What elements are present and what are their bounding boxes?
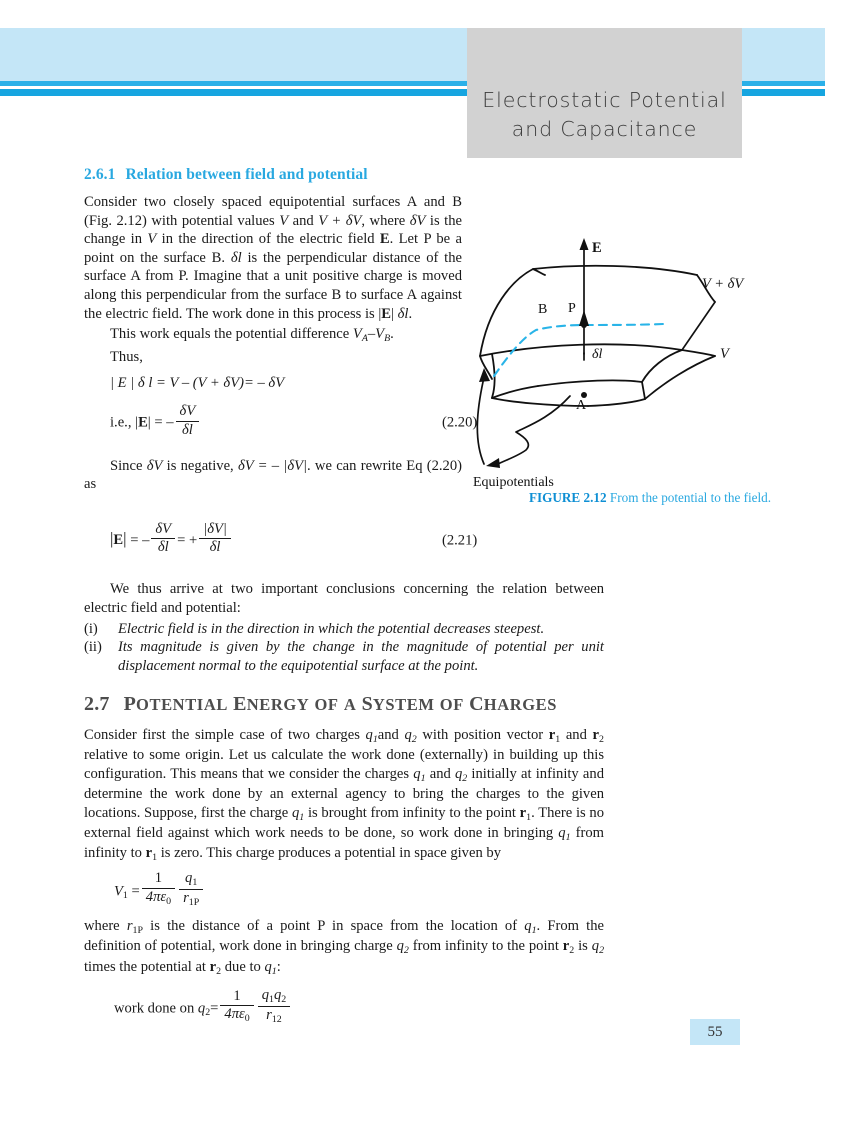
equation-work-label: work done on bbox=[114, 1000, 198, 1017]
math-r2-sub: 2 bbox=[216, 965, 222, 977]
text-frag: initially at infinity and determine the work done by an external agency to bring the charges to the given locations. Suppose, first the charge bbox=[84, 765, 604, 821]
fraction-dV-over-dl bbox=[151, 522, 175, 557]
section-heading-2-7 bbox=[84, 693, 604, 716]
list-item-text: Electric field is in the direction in which the potential decreases steepest. bbox=[118, 620, 545, 637]
text-frag: – bbox=[367, 326, 376, 343]
chapter-title-line-2: and Capacitance bbox=[511, 116, 698, 141]
text-frag: . From the definition of potential, work done in bringing charge bbox=[84, 917, 604, 955]
figure-2-12 bbox=[470, 236, 830, 501]
fraction-numerator-q1: q bbox=[261, 986, 269, 1003]
text-frag: . bbox=[390, 326, 394, 343]
math-delta-l: δl bbox=[230, 249, 242, 266]
text-frag: , where bbox=[361, 212, 410, 229]
math-V: V bbox=[279, 212, 289, 229]
text-frag: relative to some origin. Let us calculate the work done (externally) in building up this configuration. This means that we consider the charges bbox=[84, 746, 604, 782]
paragraph-two-conclusions: We thus arrive at two important conclusions concerning the relation between electric field and potential: bbox=[84, 581, 604, 616]
math-V1: V bbox=[114, 883, 123, 900]
text-frag: | bbox=[391, 305, 398, 322]
math-q2-sub: 2 bbox=[205, 1007, 211, 1018]
text-frag: . bbox=[408, 305, 413, 322]
text-frag: with position vector bbox=[416, 726, 549, 743]
unit-charge-arrowhead bbox=[579, 310, 589, 326]
figure-caption-text: From the potential to the field. bbox=[606, 490, 772, 505]
math-q1-sub: 1 bbox=[271, 965, 277, 977]
paragraph-two-charges bbox=[84, 726, 604, 865]
math-vector-r2: r bbox=[592, 726, 600, 743]
math-V-plus-dV: V + δV bbox=[318, 212, 362, 229]
math-q2-sub: 2 bbox=[403, 944, 409, 956]
math-q1: q bbox=[413, 765, 421, 782]
list-item-text: Its magnitude is given by the change in the magnitude of potential per unit displacement normal to the equipotential surface at the point. bbox=[118, 639, 604, 674]
math-r1-sub: 1 bbox=[526, 811, 532, 823]
math-vector-E: E bbox=[138, 414, 148, 431]
math-q2: q bbox=[591, 938, 600, 955]
fraction-denominator: δl bbox=[176, 421, 200, 439]
figure-label-V-plus-dV: V + δV bbox=[702, 276, 744, 292]
text-frag: : bbox=[276, 958, 281, 975]
figure-caption bbox=[500, 489, 800, 507]
math-q2-sub: 2 bbox=[411, 733, 417, 745]
text-frag: in the direction of the electric field bbox=[156, 231, 380, 248]
paragraph-work-equals-pd bbox=[84, 325, 462, 345]
equation-2-20-prefix: i.e., | bbox=[110, 414, 139, 431]
math-q1-sub: 1 bbox=[531, 924, 537, 936]
math-vector-r1: r bbox=[145, 845, 153, 862]
fraction-numerator: |δV| bbox=[203, 520, 227, 537]
surface-upper-V-plus-dV bbox=[480, 266, 715, 356]
math-q2: q bbox=[404, 726, 412, 743]
text-frag: times the potential at bbox=[84, 958, 210, 975]
figure-label-equipotentials: Equipotentials bbox=[473, 475, 554, 490]
fraction-numerator: δV bbox=[179, 402, 196, 419]
fraction-denominator-sub: 0 bbox=[244, 1013, 250, 1025]
math-dV: δV bbox=[146, 457, 163, 474]
text-frag: and bbox=[288, 212, 319, 229]
text-frag: and bbox=[560, 726, 593, 743]
figure-label-E: E bbox=[592, 240, 602, 256]
text-frag: Since bbox=[110, 457, 147, 474]
equation-number-2-20: (2.20) bbox=[442, 414, 478, 431]
section-title-2-6-1: Relation between field and potential bbox=[125, 166, 368, 183]
fraction-dV-over-dl bbox=[176, 404, 200, 439]
equation-V1 bbox=[114, 869, 604, 911]
section-title-2-7: POTENTIAL ENERGY OF A SYSTEM OF CHARGES bbox=[123, 692, 558, 715]
math-VA-sub: A bbox=[361, 332, 368, 344]
text-frag: and bbox=[425, 765, 455, 782]
math-vector-r1: r bbox=[548, 726, 556, 743]
paragraph-where-r1P bbox=[84, 917, 604, 978]
fraction-numerator-sub: 1 bbox=[192, 876, 198, 888]
text-frag: Consider first the simple case of two charges bbox=[84, 726, 366, 743]
figure-label-A: A bbox=[576, 398, 587, 413]
fraction-numerator: q bbox=[185, 869, 193, 886]
math-vector-r2: r bbox=[209, 958, 217, 975]
list-item-conclusion-i bbox=[84, 620, 604, 639]
text-frag: is zero. This charge produces a potential in space given by bbox=[157, 845, 501, 862]
text-frag: from infinity to bbox=[84, 824, 604, 862]
math-q1: q bbox=[558, 824, 566, 841]
text-frag: is the distance of a point P in space from the location of bbox=[143, 917, 525, 934]
section-heading-2-6-1 bbox=[84, 166, 604, 184]
math-q1: q bbox=[264, 958, 272, 975]
equation-2-21-op2: = + bbox=[177, 532, 198, 549]
text-frag: due to bbox=[221, 958, 265, 975]
text-frag: is bbox=[574, 938, 592, 955]
fraction-numerator-q1-sub: 1 bbox=[269, 993, 274, 1005]
math-delta-l: δl bbox=[397, 305, 409, 322]
equation-work-done-q2 bbox=[114, 986, 604, 1028]
math-vector-E: E bbox=[113, 532, 124, 549]
equation-2-20-op: | = – bbox=[147, 414, 174, 431]
math-r1P-sub: 1P bbox=[132, 924, 143, 936]
equation-work-equals: = bbox=[210, 1000, 219, 1017]
text-frag: is brought from infinity to the point bbox=[304, 804, 520, 821]
text-frag: . There is no external field against which work needs to be done, so work done in bringing bbox=[84, 804, 604, 841]
math-q1-sub: 1 bbox=[565, 831, 571, 843]
math-r1P: r bbox=[126, 917, 133, 934]
text-frag: . we can rewrite Eq (2.20) as bbox=[84, 457, 463, 493]
text-frag: This work equals the potential difference bbox=[110, 326, 353, 343]
fraction-denominator-sub: 1P bbox=[188, 896, 200, 908]
equation-2-21-op1: = – bbox=[130, 532, 150, 549]
equation-V1-equals: = bbox=[131, 883, 140, 900]
fraction-denominator: r bbox=[266, 1007, 272, 1024]
text-frag: is the change in bbox=[84, 212, 462, 248]
text-frag: is the perpendicular distance of the surface A from P. Imagine that a unit positive charge is moved along this perpendicular from the surface B to surface A against the electric field. The work done in this process is | bbox=[84, 249, 462, 322]
math-q2: q bbox=[197, 1000, 206, 1017]
surface-lower-V bbox=[492, 350, 715, 406]
page-number-value: 55 bbox=[707, 1023, 723, 1040]
pointer-V-plus-dV bbox=[682, 302, 715, 350]
paragraph-field-potential-intro bbox=[84, 193, 462, 323]
text-frag: is negative, bbox=[162, 457, 238, 474]
fraction-one-over-4pieps0 bbox=[142, 871, 175, 907]
paragraph-since-dV-negative bbox=[84, 457, 462, 494]
fraction-numerator-q2-sub: 2 bbox=[281, 993, 287, 1005]
math-V: V bbox=[147, 231, 157, 248]
text-frag: Consider two closely spaced equipotential surfaces A and B (Fig. 2.12) with potential values bbox=[84, 194, 462, 229]
fraction-numerator: 1 bbox=[154, 870, 163, 887]
fraction-denominator: 4πε bbox=[145, 889, 167, 906]
section-number-2-6-1: 2.6.1 bbox=[84, 166, 116, 183]
figure-2-12-svg bbox=[470, 236, 830, 496]
paragraph-thus: Thus, bbox=[110, 348, 143, 365]
text-frag: and bbox=[377, 726, 405, 743]
page-number-badge bbox=[690, 1019, 740, 1045]
math-VB-sub: B bbox=[384, 332, 391, 344]
equation-2-21 bbox=[110, 520, 604, 559]
list-marker: (ii) bbox=[84, 639, 102, 656]
fraction-denominator: r bbox=[183, 890, 189, 907]
equation-number-2-21: (2.21) bbox=[442, 532, 478, 549]
math-r1-sub: 1 bbox=[152, 852, 158, 864]
math-r2-sub: 2 bbox=[599, 733, 604, 745]
math-q2: q bbox=[396, 938, 404, 955]
math-q1: q bbox=[365, 726, 373, 743]
chapter-title-line-1: Electrostatic Potential bbox=[482, 87, 727, 112]
math-vector-r1: r bbox=[519, 804, 527, 821]
conclusions-list bbox=[84, 620, 604, 676]
fraction-numerator: 1 bbox=[233, 987, 241, 1004]
math-vector-E: E bbox=[379, 231, 390, 248]
math-VA: V bbox=[352, 326, 362, 343]
math-vector-r2: r bbox=[562, 938, 570, 955]
fraction-one-over-4pieps0 bbox=[220, 989, 253, 1025]
chapter-title-box bbox=[467, 28, 742, 158]
list-marker: (i) bbox=[84, 620, 98, 637]
fraction-numerator: δV bbox=[155, 520, 172, 537]
fraction-absdV-over-dl bbox=[199, 522, 231, 557]
fraction-denominator: δl bbox=[151, 538, 175, 556]
math-dV-equals-neg-abs: δV = – |δV| bbox=[237, 457, 308, 474]
math-dV: δV bbox=[409, 212, 426, 229]
fraction-q1-over-r1P bbox=[179, 871, 203, 909]
figure-label-V: V bbox=[720, 346, 729, 362]
equation-E-dl-expr: | E | δ l = V – (V + δV)= – δV bbox=[110, 375, 285, 392]
figure-label-delta-l: δl bbox=[592, 347, 603, 362]
fraction-denominator-sub: 0 bbox=[166, 895, 172, 907]
math-q1: q bbox=[292, 804, 300, 821]
equipotentials-leader bbox=[477, 373, 570, 464]
figure-caption-label: FIGURE 2.12 bbox=[528, 490, 607, 505]
math-q1-sub: 1 bbox=[372, 733, 378, 745]
fraction-denominator: δl bbox=[199, 538, 231, 556]
figure-label-B: B bbox=[538, 302, 548, 317]
math-q2: q bbox=[454, 765, 463, 782]
math-V1-sub: 1 bbox=[122, 889, 128, 901]
math-vector-E: E bbox=[381, 305, 392, 322]
surface-lower-fold bbox=[642, 382, 645, 399]
text-frag: . Let P be a point on the surface B. bbox=[84, 231, 462, 266]
text-frag: where bbox=[84, 917, 127, 934]
fraction-q1q2-over-r12 bbox=[258, 988, 291, 1026]
list-item-conclusion-ii bbox=[84, 638, 604, 675]
text-frag: from infinity to the point bbox=[408, 938, 563, 955]
figure-label-P: P bbox=[568, 301, 576, 316]
math-VB: V bbox=[375, 326, 385, 343]
equation-2-21-lhs: |E| bbox=[110, 529, 127, 549]
field-arrowhead bbox=[580, 238, 589, 250]
fraction-denominator-sub: 12 bbox=[271, 1013, 282, 1025]
section-number-2-7: 2.7 bbox=[84, 692, 110, 715]
math-r2-sub: 2 bbox=[569, 944, 575, 956]
leader-arrowhead-down bbox=[486, 458, 500, 468]
math-q1-sub: 1 bbox=[299, 811, 305, 823]
fraction-numerator-q2: q bbox=[273, 986, 282, 1003]
math-q2-sub: 2 bbox=[599, 944, 605, 956]
math-q1: q bbox=[524, 917, 532, 934]
leader-arrowhead-up bbox=[479, 368, 490, 382]
math-q1-sub: 1 bbox=[420, 772, 426, 784]
fraction-denominator: 4πε bbox=[224, 1006, 245, 1023]
math-r1-sub: 1 bbox=[555, 733, 561, 745]
math-q2-sub: 2 bbox=[462, 772, 468, 784]
